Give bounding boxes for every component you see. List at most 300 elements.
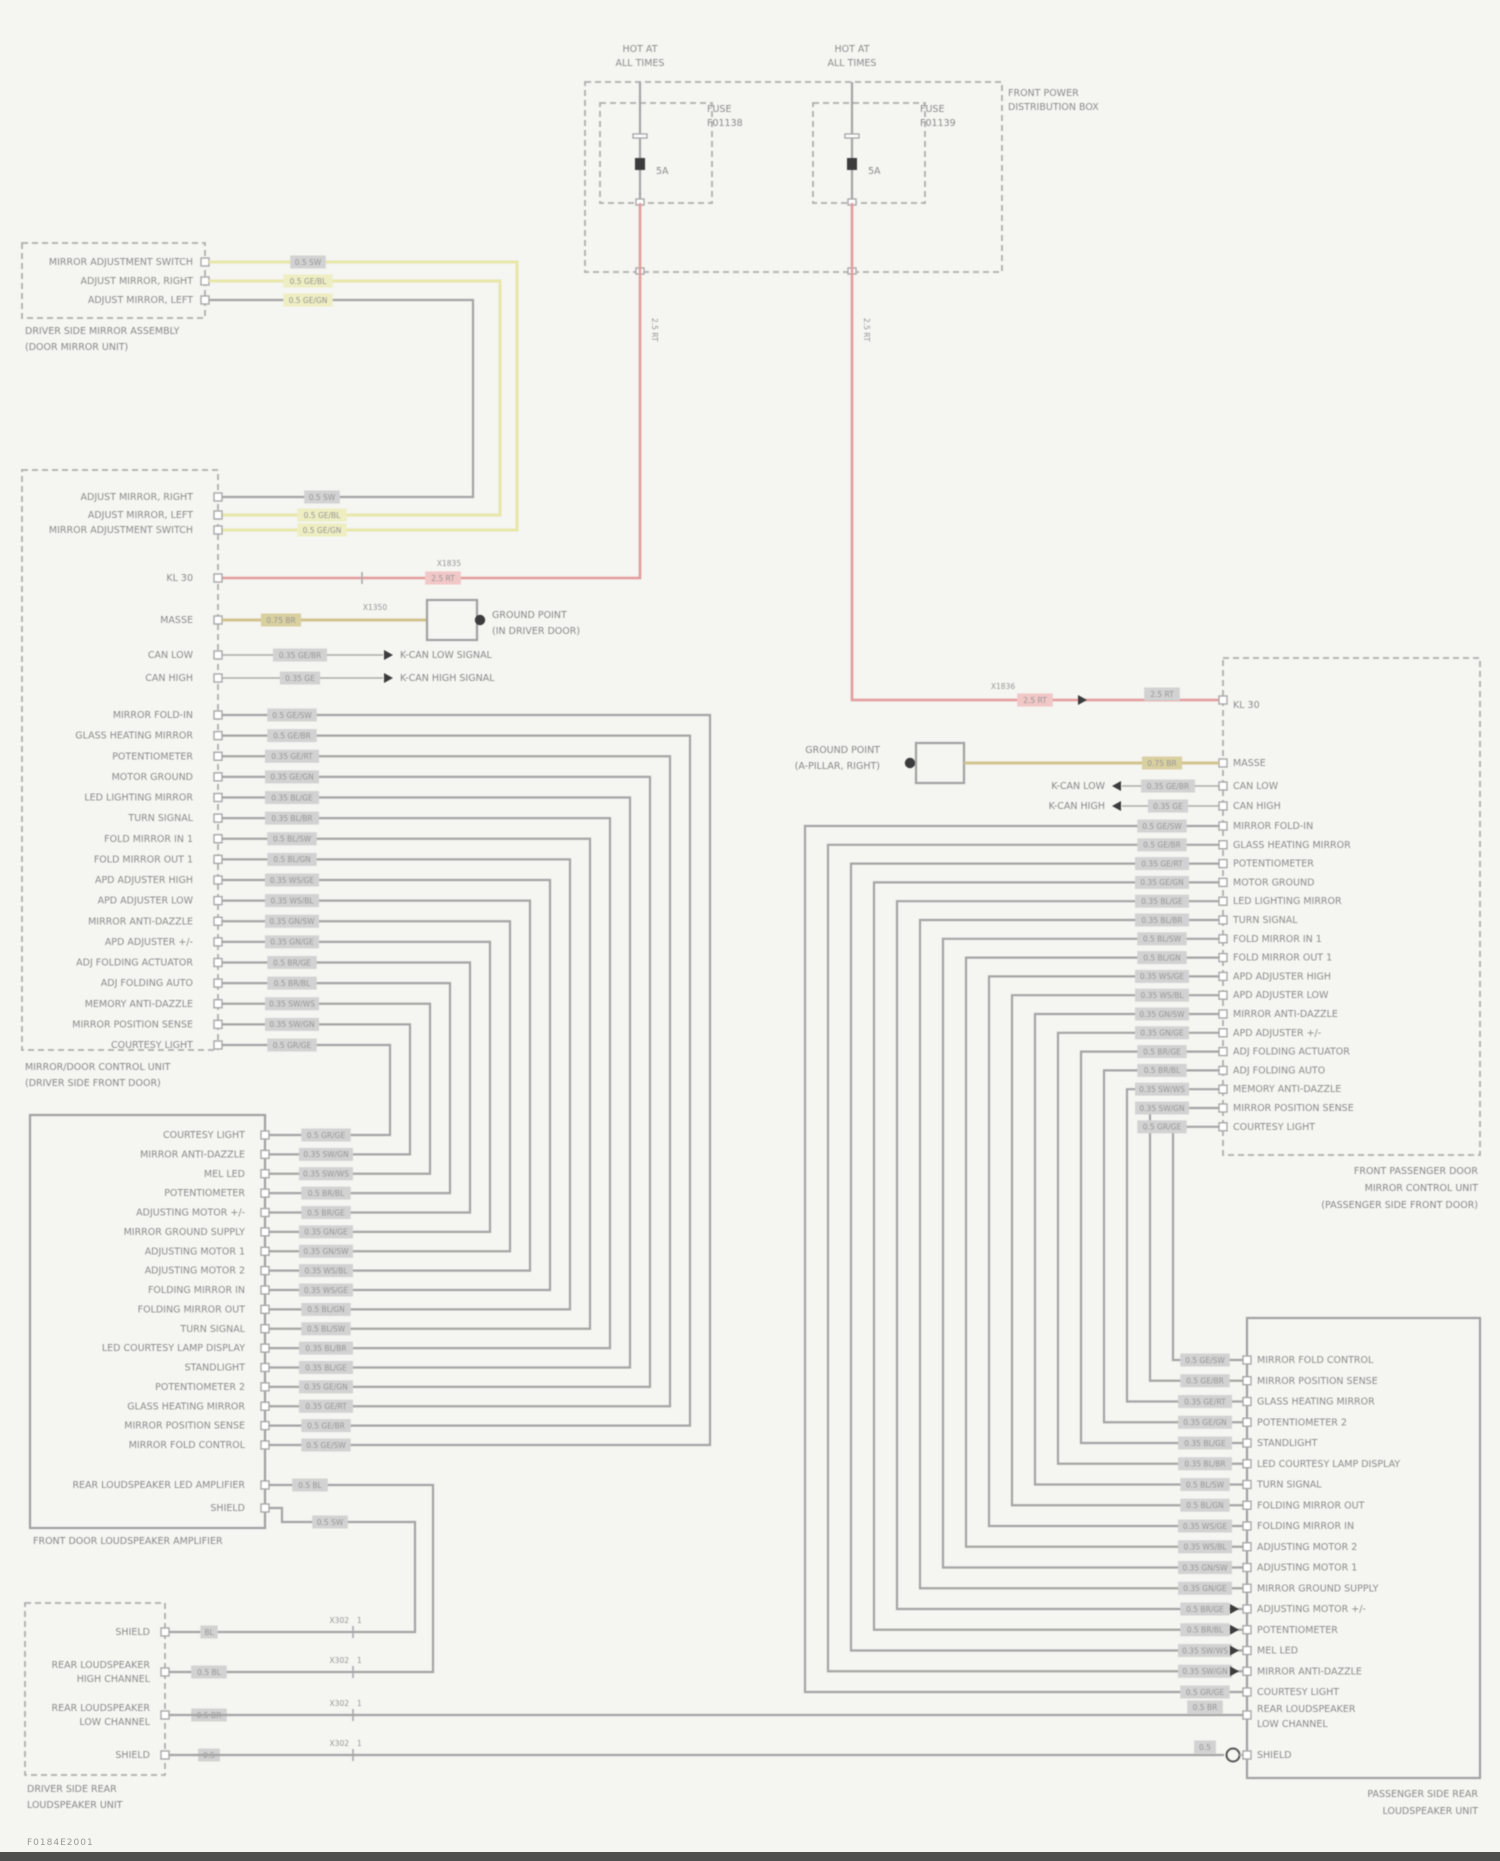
text-label: (DOOR MIRROR UNIT) <box>25 342 129 353</box>
text-label: ALL TIMES <box>827 58 877 69</box>
pin-terminal <box>1243 1584 1251 1592</box>
pin-terminal <box>261 1422 269 1430</box>
pin-terminal <box>1219 782 1227 790</box>
text-label: FOLD MIRROR IN 1 <box>104 833 193 845</box>
text-label: X302 <box>329 1739 349 1748</box>
wire-color-text: 0.35 BL/BR <box>1184 1459 1226 1469</box>
text-label: TURN SIGNAL <box>1233 915 1298 926</box>
text-label: STANDLIGHT <box>184 1362 245 1374</box>
power-feed-wires <box>222 203 1219 707</box>
text-label: LOW CHANNEL <box>79 1717 150 1728</box>
wire-color-text: 0.35 WS/BL <box>304 1266 348 1276</box>
wire-color-text: 0.5 BL/GN <box>273 855 311 865</box>
text-label: ADJUST MIRROR, RIGHT <box>80 276 193 287</box>
wire-color-text: 0.5 BR/GE <box>273 958 311 968</box>
text-label: COURTESY LIGHT <box>1257 1687 1340 1698</box>
wire-color-text: 0.35 GE/BR <box>278 650 322 660</box>
signal-arrow-icon <box>1112 781 1121 791</box>
wire-color-text: 0.5 GR/GE <box>306 1130 346 1140</box>
text-label: FOLD MIRROR OUT 1 <box>1233 952 1333 964</box>
text-label: KL 30 <box>1233 700 1260 711</box>
pin-terminal <box>1219 954 1227 962</box>
text-label: HOT AT <box>834 44 870 55</box>
wire-color-text: 0.5 BL/GN <box>1186 1501 1224 1511</box>
pin-terminal <box>1219 1029 1227 1037</box>
text-label: (IN DRIVER DOOR) <box>492 626 581 637</box>
ground-connector-box <box>427 600 477 640</box>
wire-color-text: 0.35 GN/GE <box>270 937 314 947</box>
text-label: STANDLIGHT <box>1257 1438 1318 1449</box>
wire-color-text: 0.35 BL/BR <box>1141 915 1183 925</box>
text-label: ALL TIMES <box>615 58 665 69</box>
pin-terminal <box>214 855 222 863</box>
text-label: ADJUST MIRROR, LEFT <box>87 295 193 306</box>
bundle-right-wire <box>1150 1108 1243 1381</box>
wire-color-text: BL <box>204 1627 214 1637</box>
pin-terminal <box>161 1668 169 1676</box>
pin-terminal <box>214 794 222 802</box>
wire-color-text: 0.35 WS/GE <box>1139 972 1185 982</box>
text-label: 5A <box>868 166 881 177</box>
text-label: LED LIGHTING MIRROR <box>1233 896 1342 908</box>
shield-terminal-icon <box>1227 1749 1240 1762</box>
wire-color-text: 0.5 BR/GE <box>1143 1047 1181 1057</box>
wire-color-text: 0.5 BL <box>298 1480 322 1490</box>
text-label: ADJUSTING MOTOR 2 <box>144 1265 245 1277</box>
rear-driver-box <box>25 1603 1247 1811</box>
text-label: CAN HIGH <box>145 673 193 684</box>
passenger-speaker-box <box>1230 1318 1480 1817</box>
fuse-cell-outline <box>600 103 712 203</box>
wire-color-text: 0.5 GE/SW <box>272 710 312 720</box>
pin-terminal <box>201 277 209 285</box>
pin-terminal <box>1219 759 1227 767</box>
pin-terminal <box>1219 696 1227 704</box>
text-label: 2.5 RT <box>650 318 659 342</box>
fuse-contact <box>633 134 647 138</box>
text-label: K-CAN LOW <box>1051 781 1105 792</box>
text-label: GLASS HEATING MIRROR <box>1233 839 1351 851</box>
bottom-scan-bar <box>0 1852 1500 1861</box>
pin-terminal <box>214 651 222 659</box>
wire-color-text: 0.35 GN/SW <box>1182 1563 1228 1573</box>
wire-color-text: 0.35 GE/RT <box>1141 859 1183 869</box>
wire-color-text: 0.35 GE/BR <box>1146 781 1190 791</box>
signal-arrow-icon <box>1230 1625 1239 1635</box>
text-label: POTENTIOMETER <box>1233 858 1314 870</box>
text-label: MIRROR CONTROL UNIT <box>1364 1183 1478 1194</box>
text-label: FOLDING MIRROR OUT <box>1257 1500 1365 1512</box>
wire-color-text: 0.5 BR/GE <box>307 1208 345 1218</box>
pin-terminal <box>261 1209 269 1217</box>
wire-color-text: 0.35 WS/BL <box>270 896 314 906</box>
wire-color-text: 0.35 GE/GN <box>270 772 314 782</box>
wire-color-text: 0.35 GE/RT <box>305 1402 347 1412</box>
bundle-left-wire <box>222 777 650 1387</box>
pin-terminal <box>214 752 222 760</box>
wire-color-text: 0.35 SW/WS <box>303 1169 349 1179</box>
pin-terminal <box>214 574 222 582</box>
text-label: X1350 <box>362 603 388 612</box>
text-label: ADJUST MIRROR, RIGHT <box>80 492 193 503</box>
text-label: LED LIGHTING MIRROR <box>84 792 193 804</box>
text-label: MIRROR ANTI-DAZZLE <box>140 1149 245 1161</box>
wire-color-text: 0.35 GE/RT <box>1184 1397 1226 1407</box>
text-label: APD ADJUSTER +/- <box>1233 1027 1322 1039</box>
wire-color-text: 0.75 BR <box>266 615 296 625</box>
text-label: MIRROR POSITION SENSE <box>1233 1103 1354 1114</box>
pin-terminal <box>261 1228 269 1236</box>
text-label: GLASS HEATING MIRROR <box>1257 1396 1375 1408</box>
wire-color-text: 0.5 BL <box>197 1667 221 1677</box>
signal-arrow-icon <box>384 673 393 683</box>
wire-color-text: 0.5 BL/GN <box>1143 953 1181 963</box>
pin-terminal <box>1219 916 1227 924</box>
text-label: X302 <box>329 1616 349 1625</box>
pin-terminal <box>214 773 222 781</box>
wire-color-text: 0.35 GN/GE <box>1183 1584 1227 1594</box>
wire-color-text: 0.35 SW/GN <box>1182 1667 1228 1677</box>
text-label: F01139 <box>920 118 956 129</box>
wire-color-text: 0.35 BL/GE <box>1184 1438 1226 1448</box>
text-label: MIRROR ADJUSTMENT SWITCH <box>48 257 193 268</box>
text-label: 2.5 RT <box>862 318 871 342</box>
bundle-right-wire <box>1173 1127 1243 1360</box>
text-label: MIRROR/DOOR CONTROL UNIT <box>25 1062 171 1073</box>
pin-terminal <box>261 1504 269 1512</box>
wire-color-text: 0.5 BL/GN <box>307 1305 345 1315</box>
pin-terminal <box>261 1247 269 1255</box>
pin-terminal <box>1243 1543 1251 1551</box>
driver-door-control-box <box>22 470 710 1445</box>
pin-terminal <box>214 674 222 682</box>
wire-color-text: 2.5 RT <box>1023 695 1047 705</box>
fuse-element-icon <box>847 158 857 170</box>
signal-arrow-icon <box>1112 801 1121 811</box>
text-label: MIRROR ANTI-DAZZLE <box>88 916 193 928</box>
pin-terminal <box>261 1481 269 1489</box>
text-label: GLASS HEATING MIRROR <box>127 1401 245 1413</box>
text-label: CAN HIGH <box>1233 801 1281 812</box>
fuse-contact <box>845 134 859 138</box>
pin-terminal <box>161 1751 169 1759</box>
text-label: X1835 <box>436 559 462 568</box>
pin-terminal <box>261 1150 269 1158</box>
text-label: LOUDSPEAKER UNIT <box>27 1800 123 1811</box>
text-label: MIRROR GROUND SUPPLY <box>123 1226 245 1238</box>
pin-terminal <box>201 296 209 304</box>
pin-terminal <box>1243 1667 1251 1675</box>
wire-color-text: 0.5 GE/SW <box>1185 1355 1225 1365</box>
ground-connector-box-right <box>916 743 964 783</box>
text-label: ADJUST MIRROR, LEFT <box>87 510 193 521</box>
text-label: (A-PILLAR, RIGHT) <box>794 761 880 772</box>
text-label: KL 30 <box>166 573 193 584</box>
text-label: MIRROR ADJUSTMENT SWITCH <box>48 525 193 536</box>
wire-color-text: 0.5 GR/GE <box>272 1040 312 1050</box>
pin-terminal <box>1243 1605 1251 1613</box>
wire-color-text: 0.35 GN/GE <box>1140 1028 1184 1038</box>
pin-terminal <box>214 616 222 624</box>
wire-color-text: 0.35 WS/GE <box>1182 1521 1228 1531</box>
text-label: X1836 <box>990 682 1016 691</box>
text-label: COURTESY LIGHT <box>110 1040 193 1051</box>
wire-color-text: 0.35 GE/RT <box>271 752 313 762</box>
pin-terminal <box>214 979 222 987</box>
wire-color-text: 0.5 BL/SW <box>272 834 312 844</box>
power-distribution-box <box>585 44 1099 342</box>
text-label: POTENTIOMETER <box>164 1188 245 1200</box>
text-label: TURN SIGNAL <box>180 1323 245 1335</box>
wire-color-text: 0.35 SW/GN <box>269 1020 315 1030</box>
wire-color-text: 0.35 BL/GE <box>305 1363 347 1373</box>
text-label: FOLDING MIRROR OUT <box>137 1304 245 1316</box>
text-label: APD ADJUSTER LOW <box>1233 990 1329 1002</box>
ground-point-icon <box>905 758 915 768</box>
pin-terminal <box>1219 935 1227 943</box>
text-label: FRONT PASSENGER DOOR <box>1353 1166 1478 1177</box>
text-label: MEMORY ANTI-DAZZLE <box>84 998 193 1010</box>
text-label: REAR LOUDSPEAKER LED AMPLIFIER <box>72 1480 245 1491</box>
text-label: X302 <box>329 1699 349 1708</box>
wire-color-text: 0.5 <box>203 1750 215 1760</box>
text-label: POTENTIOMETER 2 <box>1257 1417 1347 1429</box>
fuse-cell-outline <box>813 103 925 203</box>
text-label: LED COURTESY LAMP DISPLAY <box>1257 1458 1401 1470</box>
text-label: CAN LOW <box>1233 781 1279 792</box>
text-label: CAN LOW <box>147 650 193 661</box>
text-label: REAR LOUDSPEAKER <box>51 1703 150 1714</box>
text-label: HIGH CHANNEL <box>76 1674 150 1685</box>
wire-color-text: 0.35 GE <box>1153 801 1183 811</box>
text-label: MIRROR ANTI-DAZZLE <box>1257 1666 1362 1678</box>
text-label: MIRROR FOLD-IN <box>112 710 193 721</box>
text-label: MEL LED <box>1257 1645 1299 1657</box>
pin-terminal <box>1243 1356 1251 1364</box>
pin-terminal <box>1243 1626 1251 1634</box>
wire-color-text: 0.5 GE/BR <box>1186 1376 1224 1386</box>
wire-color-text: 0.5 SW <box>316 1517 344 1527</box>
text-label: GROUND POINT <box>492 610 567 621</box>
pin-terminal <box>214 938 222 946</box>
pin-terminal <box>1243 1711 1251 1719</box>
wire-color-text: 0.5 GE/SW <box>306 1440 346 1450</box>
text-label: DISTRIBUTION BOX <box>1008 102 1099 113</box>
wire-color-text: 0.35 GE/GN <box>1183 1418 1227 1428</box>
wire-color-text: 2.5 RT <box>431 573 455 583</box>
text-label: (PASSENGER SIDE FRONT DOOR) <box>1321 1200 1478 1211</box>
wire-color-text: 0.35 WS/GE <box>303 1285 349 1295</box>
wire-color-text: 0.35 GE/GN <box>1140 878 1184 888</box>
wire-color-text: 0.5 BL/SW <box>1185 1480 1225 1490</box>
text-label: MIRROR FOLD CONTROL <box>1257 1355 1374 1366</box>
wire-color-text: 0.5 GE/SW <box>1142 821 1182 831</box>
text-label: FOLDING MIRROR IN <box>1257 1521 1355 1532</box>
wire-color-text: 0.35 BL/GE <box>1141 897 1183 906</box>
pin-terminal <box>1219 802 1227 810</box>
wire-color-text: 0.5 BL/SW <box>306 1324 346 1334</box>
pin-terminal <box>214 493 222 501</box>
text-label: APD ADJUSTER +/- <box>104 936 193 948</box>
wire-color-text: 0.35 WS/GE <box>269 875 315 885</box>
pin-terminal <box>214 1020 222 1028</box>
text-label: 1 <box>357 1739 362 1748</box>
text-label: GROUND POINT <box>805 745 880 756</box>
wire-color-text: 0.5 GE/GN <box>302 525 342 535</box>
pin-terminal <box>214 711 222 719</box>
pin-terminal <box>161 1711 169 1719</box>
text-label: SHIELD <box>115 1750 150 1761</box>
text-label: ADJUSTING MOTOR +/- <box>1257 1604 1366 1615</box>
wire-color-text: 0.5 GE/GN <box>288 295 328 305</box>
text-label: APD ADJUSTER LOW <box>97 895 193 907</box>
text-label: HOT AT <box>622 44 658 55</box>
pin-terminal <box>1219 1104 1227 1112</box>
text-label: FOLD MIRROR OUT 1 <box>93 854 193 866</box>
pin-terminal <box>161 1628 169 1636</box>
power-wire-left <box>222 203 640 578</box>
text-label: MIRROR POSITION SENSE <box>72 1019 193 1031</box>
fuse-element-icon <box>635 158 645 170</box>
wire-color-text: 0.35 SW/WS <box>1182 1646 1228 1656</box>
text-label: FRONT DOOR LOUDSPEAKER AMPLIFIER <box>33 1536 223 1547</box>
pin-terminal <box>261 1364 269 1372</box>
pin-terminal <box>214 876 222 884</box>
wire-color-text: 0.35 SW/WS <box>1139 1085 1185 1094</box>
pin-terminal <box>1219 1123 1227 1131</box>
wire-color-text: 0.35 BL/BR <box>305 1343 347 1353</box>
wire-color-text: 0.5 BR/BL <box>273 978 311 988</box>
wire-color-text: 0.5 BR <box>196 1710 222 1720</box>
pin-terminal <box>214 897 222 905</box>
pin-terminal <box>1219 1048 1227 1056</box>
text-label: POTENTIOMETER 2 <box>155 1381 245 1393</box>
text-label: APD ADJUSTER HIGH <box>94 875 193 886</box>
pin-terminal <box>1243 1522 1251 1530</box>
pin-terminal <box>1219 1085 1227 1093</box>
wire-color-text: 0.5 GR/GE <box>1142 1122 1182 1132</box>
wire-color-text: 0.35 GE/GN <box>304 1382 348 1392</box>
wire-color-text: 0.35 GN/SW <box>303 1247 349 1257</box>
bundle-left-wire <box>222 983 450 1193</box>
text-label: COURTESY LIGHT <box>1233 1121 1316 1133</box>
pin-terminal <box>1243 1647 1251 1655</box>
pin-terminal <box>214 959 222 967</box>
text-label: TURN SIGNAL <box>1257 1479 1322 1491</box>
pin-terminal <box>1219 841 1227 849</box>
pin-terminal <box>214 917 222 925</box>
wire-color-text: 0.35 GN/SW <box>1139 1009 1185 1019</box>
pin-terminal <box>1243 1751 1251 1759</box>
pin-terminal <box>261 1131 269 1139</box>
wire-color-text: 0.35 SW/WS <box>269 999 315 1009</box>
text-label: SHIELD <box>1257 1750 1292 1761</box>
signal-arrow-icon <box>1230 1646 1239 1656</box>
text-label: DRIVER SIDE MIRROR ASSEMBLY <box>25 326 180 337</box>
wire-color-text: 0.75 BR <box>1147 758 1177 768</box>
pin-terminal <box>1219 822 1227 830</box>
wire-color-text: 0.5 BR/BL <box>1143 1066 1181 1076</box>
bundle-left-wire <box>222 839 590 1329</box>
text-label: ADJ FOLDING AUTO <box>100 978 193 990</box>
wire-color-text: 0.5 BL/SW <box>1142 934 1182 944</box>
wire-color-text: 0.5 GE/BR <box>273 731 311 741</box>
pin-terminal <box>1219 860 1227 868</box>
wire-color-text: 0.5 GE/BR <box>1143 840 1181 850</box>
pin-terminal <box>261 1402 269 1410</box>
passenger-door-control-box <box>795 658 1480 1699</box>
pin-terminal <box>1243 1418 1251 1426</box>
pin-terminal <box>1243 1564 1251 1572</box>
pin-terminal <box>261 1305 269 1313</box>
pin-terminal <box>1219 1066 1227 1074</box>
pin-terminal <box>201 258 209 266</box>
wire-color-text: 0.5 BR/GE <box>1186 1604 1224 1614</box>
wire-color-text: 0.35 GN/SW <box>269 917 315 927</box>
text-label: ADJUSTING MOTOR 2 <box>1257 1541 1358 1553</box>
pin-terminal <box>1243 1688 1251 1696</box>
wire-color-text: 0.35 WS/BL <box>1140 991 1184 1000</box>
wire-color-text: 0.5 BR/BL <box>307 1188 345 1198</box>
bundle-left-wire <box>222 1045 390 1135</box>
text-label: FRONT POWER <box>1008 88 1079 99</box>
text-label: LOUDSPEAKER UNIT <box>1382 1806 1478 1817</box>
wire-color-text: 0.5 GE/BR <box>307 1421 345 1431</box>
wire-color-text: 0.35 WS/BL <box>1183 1542 1227 1552</box>
mirror-loop-wire <box>209 262 517 530</box>
pin-terminal <box>1243 1481 1251 1489</box>
text-label: 5A <box>656 166 669 177</box>
pin-terminal <box>1219 897 1227 905</box>
wire-color-text: 0.5 GE/BL <box>289 276 327 286</box>
text-label: DRIVER SIDE REAR <box>27 1784 117 1795</box>
pin-terminal <box>214 1041 222 1049</box>
text-label: MASSE <box>160 615 193 626</box>
text-label: POTENTIOMETER <box>1257 1624 1338 1636</box>
text-label: ADJUSTING MOTOR 1 <box>1257 1562 1358 1574</box>
text-label: FUSE <box>707 104 732 115</box>
pin-terminal <box>1243 1377 1251 1385</box>
wire-color-text: 0.5 SW <box>294 257 322 267</box>
wire-color-text: 0.5 GE/BL <box>303 510 341 520</box>
loop-to-rear-1 <box>169 1485 433 1672</box>
pin-terminal <box>214 835 222 843</box>
pin-terminal <box>214 511 222 519</box>
power-wire-right <box>852 203 1219 700</box>
text-label: MOTOR GROUND <box>1233 877 1315 889</box>
text-label: FUSE <box>920 104 945 115</box>
mirror-loop-wire <box>209 281 500 515</box>
pin-terminal <box>261 1325 269 1333</box>
text-label: FOLDING MIRROR IN <box>147 1285 245 1296</box>
text-label: SHIELD <box>210 1503 245 1514</box>
text-label: LOW CHANNEL <box>1257 1719 1328 1730</box>
text-label: ADJ FOLDING ACTUATOR <box>76 957 193 969</box>
text-label: 1 <box>357 1616 362 1625</box>
text-label: APD ADJUSTER HIGH <box>1233 971 1332 983</box>
pin-terminal <box>1243 1439 1251 1447</box>
wire-color-text: 0.35 GN/GE <box>304 1227 348 1237</box>
loop-to-rear-2 <box>169 1508 415 1632</box>
pin-terminal <box>1219 991 1227 999</box>
signal-arrow-icon <box>1078 695 1087 705</box>
text-label: ADJ FOLDING AUTO <box>1233 1065 1326 1077</box>
text-label: ADJUSTING MOTOR +/- <box>136 1207 245 1219</box>
text-label: K-CAN HIGH <box>1048 801 1105 812</box>
wire-color-text: 0.35 GE <box>285 673 315 683</box>
text-label: MIRROR GROUND SUPPLY <box>1257 1583 1379 1595</box>
text-label: MASSE <box>1233 758 1266 769</box>
